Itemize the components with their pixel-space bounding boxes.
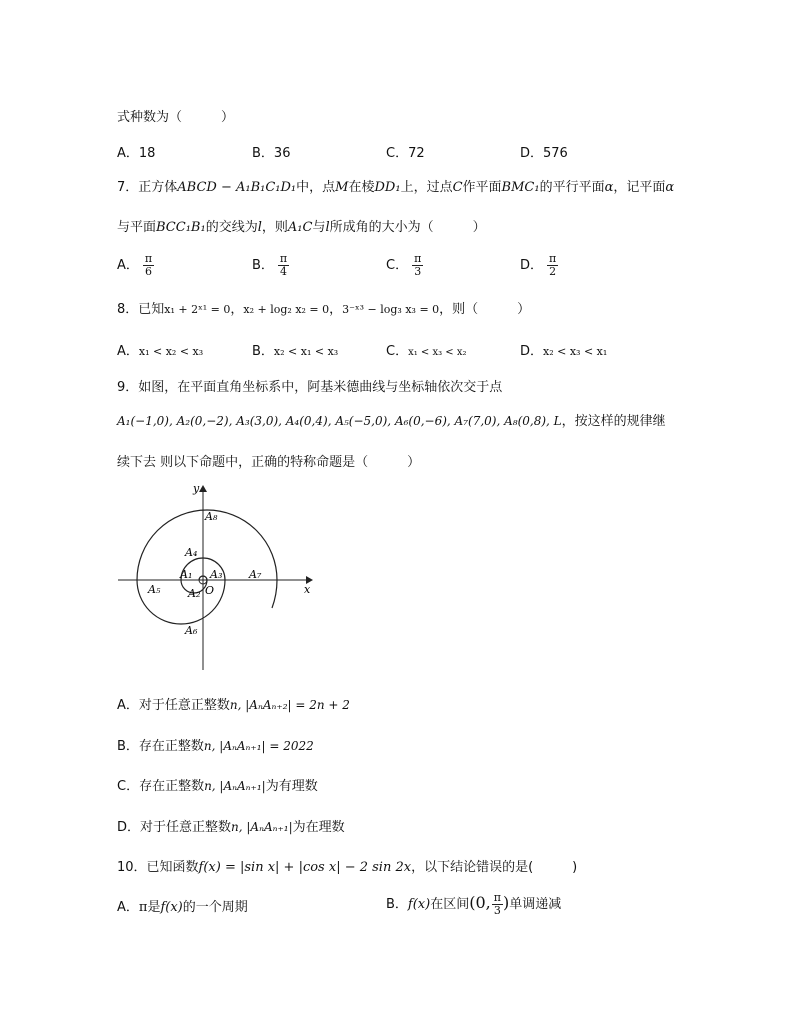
q7-stem-line2: 与平面BCC₁B₁的交线为l，则A₁C与l所成角的大小为（ ） (117, 220, 486, 235)
q9-stem-line1: 9．如图，在平面直角坐标系中，阿基米德曲线与坐标轴依次交于点 (117, 380, 503, 395)
q7-option-c: C． $\frac{\pi}{3}$ (386, 252, 422, 278)
q10-stem: 10．已知函数f(x) = |sin x| + |cos x| − 2 sin 2x，以下结论错误的是( ) (117, 860, 578, 875)
label-a1: A₁ (180, 568, 193, 581)
q10-option-a: A．π是f(x)的一个周期 (117, 900, 248, 915)
q7-stem-line1: 7．正方体ABCD − A₁B₁C₁D₁中，点M在棱DD₁上，过点C作平面BMC₁的平行平面α，记平面α (117, 180, 675, 195)
label-a2: A₂ (188, 587, 201, 600)
spiral-curve (137, 510, 277, 624)
label-a3: A₃ (210, 568, 223, 581)
q6-option-b: B．36 (252, 146, 291, 161)
q9-option-b: B．存在正整数n, |AₙAₙ₊₁| = 2022 (117, 739, 314, 754)
axis-y-label: y (193, 482, 200, 495)
q8-option-c: C．x₁ < x₃ < x₂ (386, 344, 467, 359)
label-a7: A₇ (249, 568, 262, 581)
q7-option-a: A． $\frac{\pi}{6}$ (117, 252, 153, 278)
fraction: $\frac{\pi}{4}$ (279, 252, 288, 278)
q6-option-d: D．576 (520, 146, 568, 161)
fraction: $\frac{\pi}{2}$ (549, 252, 557, 278)
q9-stem-line2: A₁(−1,0), A₂(0,−2), A₃(3,0), A₄(0,4), A₅(−5,0), A₆(0,−6), A₇(7,0), A₈(0,8), L，按这样的规律继 (117, 414, 666, 429)
fraction: $\frac{\pi}{6}$ (144, 252, 153, 278)
q9-stem-line3: 续下去 则以下命题中，正确的特称命题是（ ） (117, 455, 421, 470)
q6-option-a: A．18 (117, 146, 156, 161)
archimedean-spiral-figure (112, 480, 322, 675)
fraction: $\frac{\pi}{3}$ (414, 252, 422, 278)
fraction: $\frac{\pi}{3}$ (493, 891, 501, 917)
q8-option-b: B．x₂ < x₁ < x₃ (252, 344, 339, 359)
q6-option-c: C．72 (386, 146, 425, 161)
q9-option-d: D．对于任意正整数n, |AₙAₙ₊₁|为在理数 (117, 820, 345, 835)
label-a5: A₅ (148, 583, 161, 596)
q9-option-a: A．对于任意正整数n, |AₙAₙ₊₂| = 2n + 2 (117, 698, 350, 713)
origin-label: O (205, 584, 215, 597)
label-a8: A₈ (205, 510, 218, 523)
q8-option-d: D．x₂ < x₃ < x₁ (520, 344, 608, 359)
q6-stem-tail: 式种数为（ ） (117, 110, 235, 125)
q10-option-b: B．f(x)在区间(0, $\frac{\pi}{3}$ )单调递减 (386, 891, 562, 917)
q8-option-a: A．x₁ < x₂ < x₃ (117, 344, 204, 359)
q7-option-b: B． $\frac{\pi}{4}$ (252, 252, 288, 278)
q9-option-c: C．存在正整数n, |AₙAₙ₊₁|为有理数 (117, 779, 318, 794)
q8-stem: 8．已知x₁ + 2ˣ¹ = 0，x₂ + log₂ x₂ = 0，3⁻ˣ³ − log₃ x₃ = 0，则（ ） (117, 302, 531, 317)
label-a4: A₄ (185, 546, 198, 559)
axis-x-label: x (304, 583, 311, 596)
label-a6: A₆ (185, 624, 198, 637)
q7-option-d: D． $\frac{\pi}{2}$ (520, 252, 557, 278)
